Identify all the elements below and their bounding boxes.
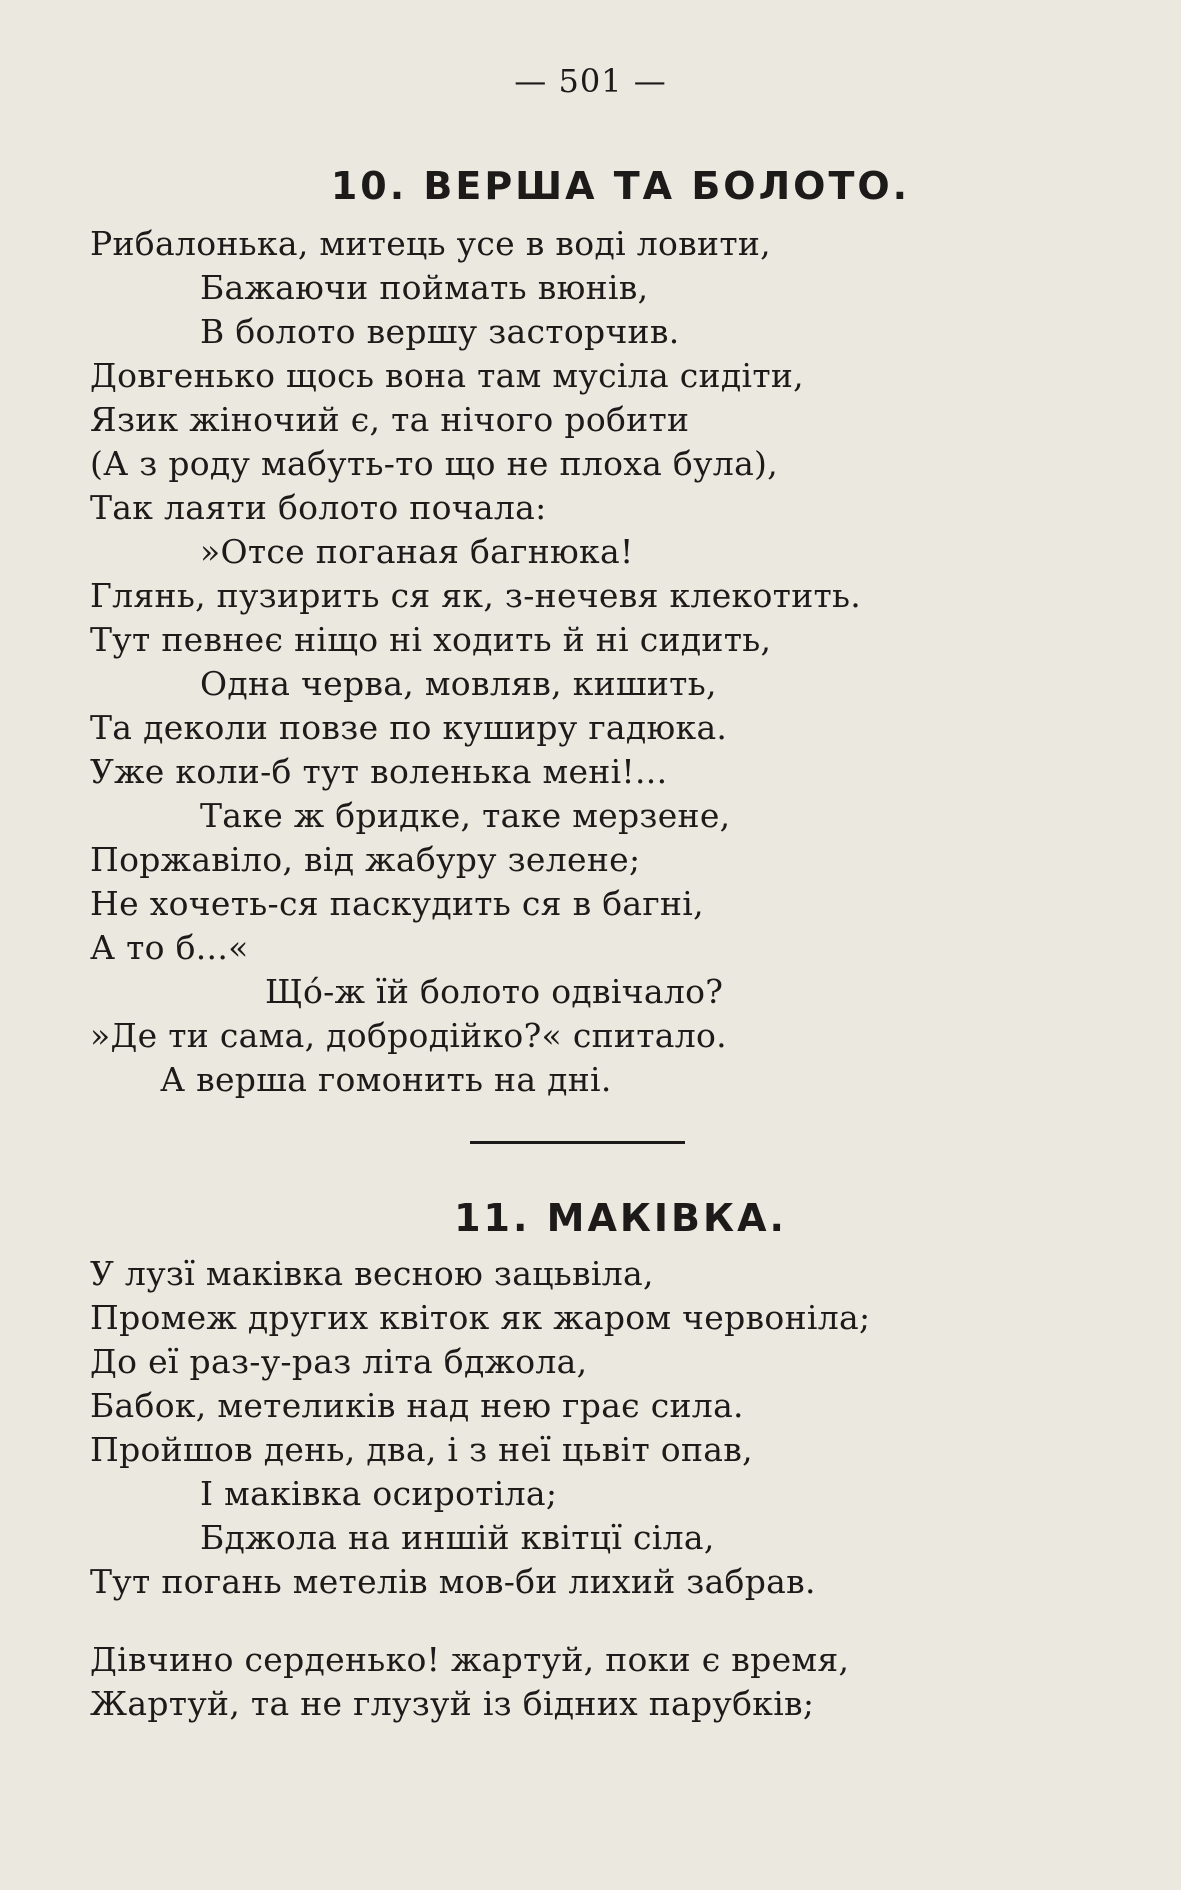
page-number: — 501 — [514,62,667,100]
poem-line: Щó-ж їй болото одвічало? [265,972,724,1011]
poem-title: 10. ВЕРША ТА БОЛОТО. [330,164,911,208]
poem-title: 11. МАКІВКА. [454,1196,787,1240]
poem-line: І маківка осиротіла; [200,1474,558,1513]
poem-line: Та деколи повзе по куширу гадюка. [90,708,728,747]
poem-line: »Де ти сама, добродійко?« спитало. [90,1016,727,1055]
poem-line: Таке ж бридке, таке мерзене, [200,796,731,835]
poem-line: Уже коли-б тут воленька мені!... [90,752,668,791]
poem-line: Не хочеть-ся паскудить ся в багні, [90,884,704,923]
poem-body [90,1252,870,1604]
poem-line: Промеж других квіток як жаром червоніла; [90,1298,871,1337]
poem-line: Пройшов день, два, і з неї цьвіт опав, [90,1430,753,1469]
poem-line: Довгенько щось вона там мусіла сидіти, [90,356,804,395]
poem-line: Тут певнеє ніщо ні ходить й ні сидить, [90,620,772,659]
poem-line: Глянь, пузирить ся як, з-нечевя клекотить. [90,576,862,615]
poem-line: А то б...« [90,928,249,967]
section-divider [470,1141,685,1144]
poem-line: Бджола на иншій квітцї сіла, [200,1518,715,1557]
poem-line: Поржавіло, від жабуру зелене; [90,840,641,879]
poem-line: (А з роду мабуть-то що не плоха була), [90,444,779,483]
poem-line: »Отсе поганая багнюка! [200,532,634,571]
poem-line: Жартуй, та не глузуй із бідних парубків; [90,1684,815,1723]
poem-line: Рибалонька, митець усе в воді ловити, [90,224,771,263]
poem-body [90,222,861,1102]
poem-line: А верша гомонить на дні. [160,1060,612,1099]
poem-line: Дівчино серденько! жартуй, поки є время, [90,1640,850,1679]
poem-line: До еї раз-у-раз літа бджола, [90,1342,588,1381]
poem-line: Тут погань метелів мов-би лихий забрав. [90,1562,816,1601]
poem-line: У лузї маківка весною зацьвіла, [90,1254,654,1293]
poem-line: Язик жіночий є, та нічого робити [90,400,690,439]
poem-line: Так лаяти болото почала: [90,488,547,527]
poem-line: Одна черва, мовляв, кишить, [200,664,717,703]
poem-line: Бажаючи поймать вюнів, [200,268,649,307]
poem-line: В болото вершу засторчив. [200,312,680,351]
poem-moral [90,1638,849,1726]
poem-line: Бабок, метеликів над нею грає сила. [90,1386,744,1425]
